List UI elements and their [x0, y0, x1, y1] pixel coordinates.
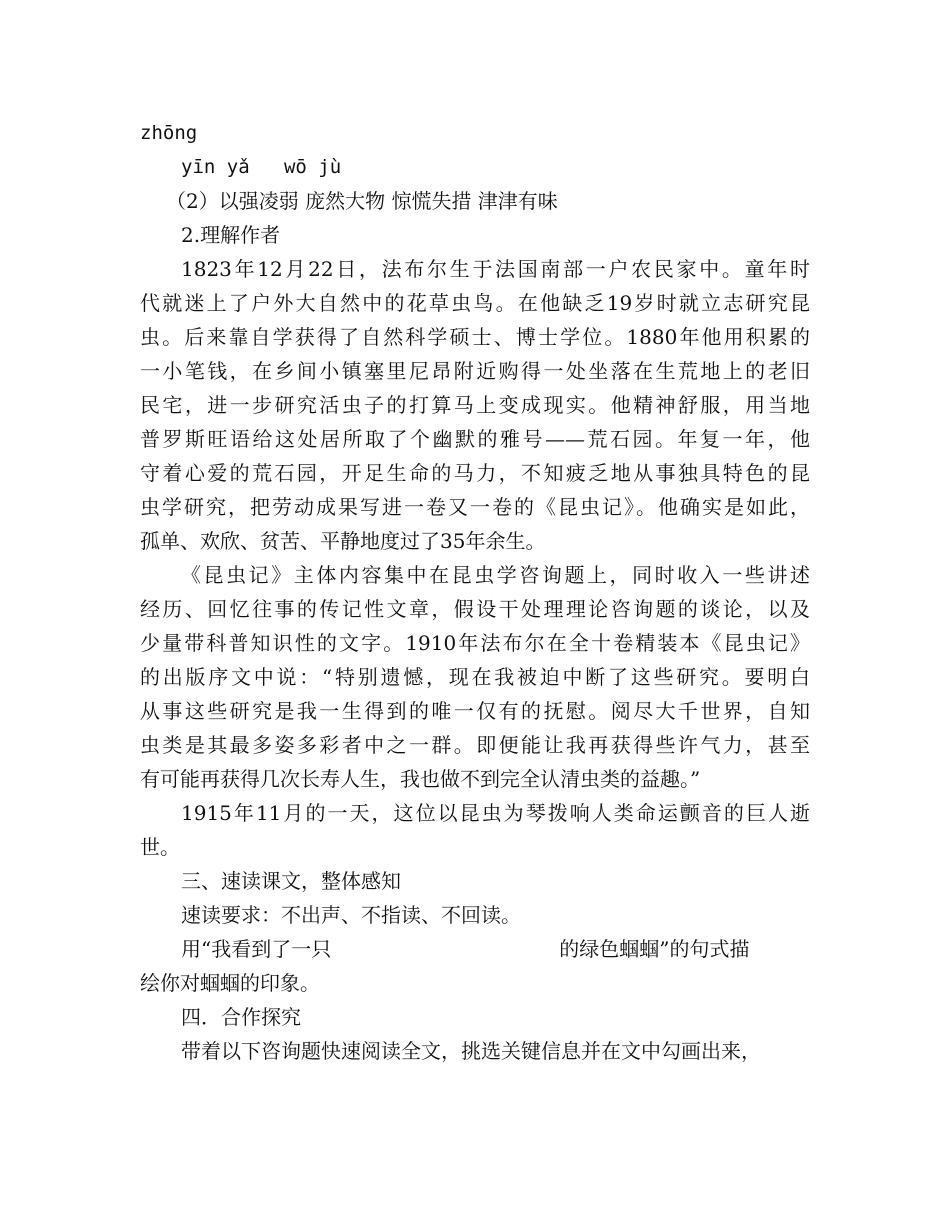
death-para-line: 1915年11月的一天，这位以昆虫为琴拨响人类命运颤音的巨人逝 [181, 801, 810, 825]
book-para-line: 从事这些研究是我一生得到的唯一仅有的抚慰。阅尽大千世界，自知 [140, 699, 810, 723]
author-para-line: 一小笔钱，在乡间小镇塞里尼昂附近购得一处坐落在生荒地上的老旧 [140, 359, 810, 383]
death-para-line: 世。 [140, 835, 180, 859]
sentence-task-line-1 [181, 932, 749, 966]
book-para-line: 少量带科普知识性的文字。1910年法布尔在全十卷精装本《昆虫记》 [140, 631, 810, 655]
author-para-line: 孤单、欢欣、贫苦、平静地度过了35年余生。 [140, 529, 546, 553]
author-para-line: 民宅，进一步研究活虫子的打算马上变成现实。他精神舒服，用当地 [140, 393, 810, 417]
sentence-task-line-2: 绘你对蝈蝈的印象。 [140, 971, 320, 995]
author-para-line: 普罗斯旺语给这处居所取了个幽默的雅号——荒石园。年复一年，他 [140, 427, 810, 451]
task-line: 带着以下咨询题快速阅读全文，挑选关键信息并在文中勾画出来， [181, 1039, 761, 1063]
author-para-line: 代就迷上了户外大自然中的花草虫鸟。在他缺乏19岁时就立志研究昆 [140, 291, 810, 315]
pinyin-line-2: yīn yǎ wō jù [181, 156, 342, 178]
vocab-line: （2）以强凌弱 庞然大物 惊慌失措 津津有味 [166, 189, 558, 213]
book-para-line: 《昆虫记》主体内容集中在昆虫学咨询题上，同时收入一些讲述 [181, 563, 810, 587]
author-para-line: 虫。后来靠自学获得了自然科学硕士、博士学位。1880年他用积累的 [140, 325, 810, 349]
author-para-line: 守着心爱的荒石园，开足生命的马力，不知疲乏地从事独具特色的昆 [140, 461, 810, 485]
reading-requirement: 速读要求：不出声、不指读、不回读。 [181, 903, 521, 927]
section-4-title: 四．合作探究 [181, 1005, 301, 1029]
book-para-line: 经历、回忆往事的传记性文章，假设干处理理论咨询题的谈论，以及 [140, 597, 810, 621]
pinyin-line-1: zhōng [140, 122, 198, 144]
author-para-line: 虫学研究，把劳动成果写进一卷又一卷的《昆虫记》。他确实是如此， [140, 495, 810, 519]
author-para-line: 1823年12月22日，法布尔生于法国南部一户农民家中。童年时 [181, 257, 810, 281]
book-para-line: 的出版序文中说：“特别遗憾，现在我被迫中断了这些研究。要明白 [140, 665, 810, 689]
book-para-line: 虫类是其最多姿多彩者中之一群。即便能让我再获得些许气力，甚至 [140, 733, 810, 757]
section-3-title: 三、速读课文，整体感知 [181, 869, 401, 893]
book-para-line: 有可能再获得几次长寿人生，我也做不到完全认清虫类的益趣。” [140, 767, 701, 791]
section-2-title: 2.理解作者 [181, 223, 281, 247]
sentence-task-after: 的绿色蝈蝈”的句式描 [559, 937, 750, 961]
sentence-task-before: 用“我看到了一只 [181, 937, 332, 961]
